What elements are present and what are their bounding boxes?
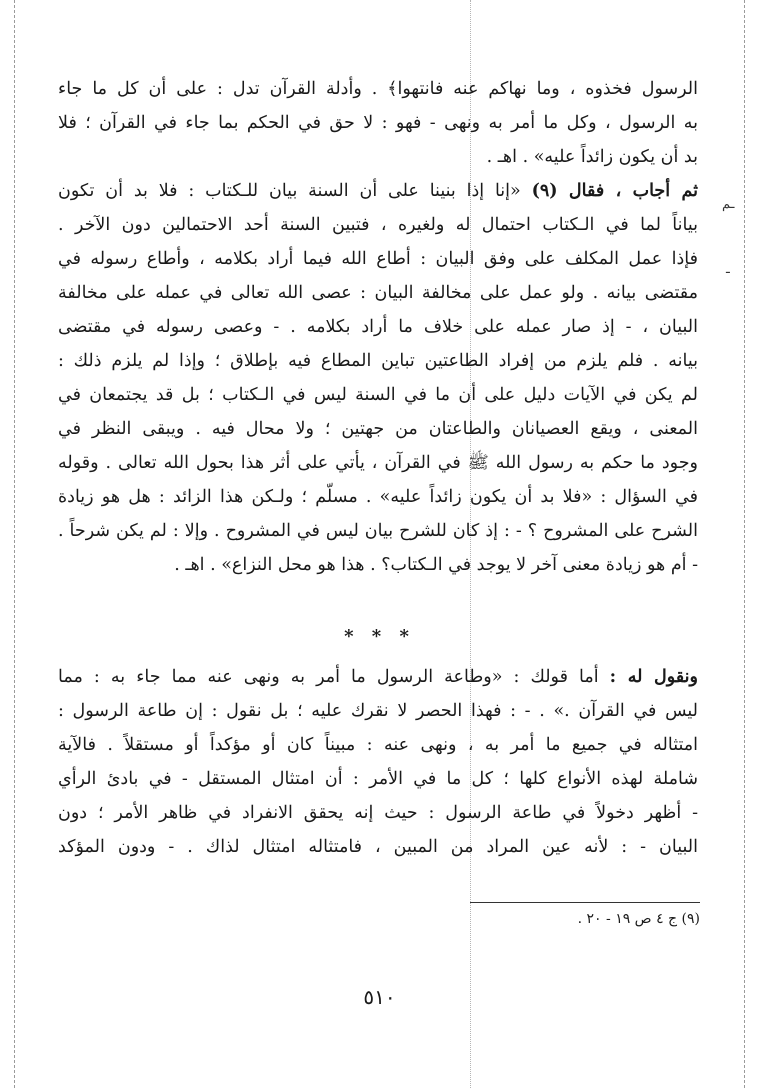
text-line: في السؤال : «فلا بد أن يكون زائداً عليه» . مسلّم ؛ ولـكن هذا الزائد : هل هو زيادة	[58, 487, 698, 507]
section-separator: * * *	[344, 626, 415, 647]
text-line	[58, 174, 698, 208]
text-line: بيانه . فلم يلزم من إفراد الطاعتين تباين المطاع فيه بإطلاق ؛ وإذا لم يلزم ذلك :	[58, 351, 698, 371]
paragraph-3	[58, 660, 698, 864]
text-line	[58, 660, 698, 694]
footnote: (٩) ج ٤ ص ١٩ - ٢٠ .	[577, 911, 700, 927]
margin-mark-1: ـم	[722, 197, 735, 212]
text-line: مقتضى بيانه . ولو عمل على مخالفة البيان : عصى الله تعالى في عمله على مخالفة	[58, 283, 698, 303]
text-line: بد أن يكون زائداً عليه» . اهـ .	[486, 147, 698, 167]
text-line: لم يكن في الآيات دليل على أن ما في السنة ليس في الـكتاب ؛ بل قد يجتمعان في	[58, 385, 698, 405]
text-run: أما قولك : «وطاعة الرسول ما أمر به ونهى عنه مما جاء به : مما	[58, 667, 599, 687]
paragraph-2	[58, 174, 698, 582]
text-line: المعنى ، ويقع العصيانان والطاعتان من جهتين ؛ ولا محال فيه . ويبقى النظر في	[58, 419, 698, 439]
text-line: شاملة لهذه الأنواع كلها ؛ كل ما في الأمر : أن امتثال المستقل - في بادئ الرأي	[58, 769, 698, 789]
text-line: فإذا عمل المكلف على وفق البيان : أطاع الله فيما أراد بكلامه ، وأطاع رسوله في	[58, 249, 698, 269]
footnote-rule	[470, 902, 700, 903]
text-line: وجود ما حكم به رسول الله ﷺ في القرآن ، يأتي على أثر هذا بحول الله تعالى . وقوله	[58, 453, 698, 473]
text-line: بياناً لما في الـكتاب احتمال له ولغيره ، فتبين السنة أحد الاحتمالين دون الآخر .	[58, 215, 698, 235]
text-line: البيان - : لأنه عين المراد من المبين ، فامتثاله امتثال لذاك . - ودون المؤكد	[58, 837, 698, 857]
right-scan-edge	[744, 0, 745, 1088]
margin-mark-2: ـ	[726, 262, 730, 277]
page-number: ٥١٠	[363, 985, 396, 1009]
text-line: البيان ، - إذ صار عمله على خلاف ما أراد بكلامه . - وعصى رسوله في مقتضى	[58, 317, 698, 337]
text-line: - أم هو زيادة معنى آخر لا يوجد في الـكتاب؟ . هذا هو محل النزاع» . اهـ .	[174, 555, 698, 575]
text-line: ليس في القرآن .» . - : فهذا الحصر لا نقرك عليه ؛ بل نقول : إن طاعة الرسول :	[58, 701, 698, 721]
text-line: الشرح على المشروح ؟ - : إذ كان للشرح بيان ليس في المشروح . وإلا : لم يكن شرحاً .	[58, 521, 698, 541]
left-scan-edge	[14, 0, 15, 1088]
text-line: امتثاله في جميع ما أمر به ، ونهى عنه : مبيناً كان أو مؤكداً أو مستقلاً . فالآية	[58, 735, 698, 755]
text-run: «إنا إذا بنينا على أن السنة بيان للـكتاب : فلا بد أن تكون	[58, 181, 521, 201]
text-line: الرسول فخذوه ، وما نهاكم عنه فانتهوا﴾ . وأدلة القرآن تدل : على أن كل ما جاء	[58, 79, 698, 99]
paragraph-lead: ونقول له :	[609, 667, 698, 687]
paragraph-lead: ثم أجاب ، فقال (٩)	[531, 181, 698, 201]
paragraph-1	[58, 72, 698, 174]
text-line: - أظهر دخولاً في طاعة الرسول : حيث إنه يحقق الانفراد في ظاهر الأمر ؛ دون	[58, 803, 698, 823]
text-line: به الرسول ، وكل ما أمر به ونهى - فهو : لا حق في الحكم بما جاء في القرآن ؛ فلا	[58, 113, 698, 133]
